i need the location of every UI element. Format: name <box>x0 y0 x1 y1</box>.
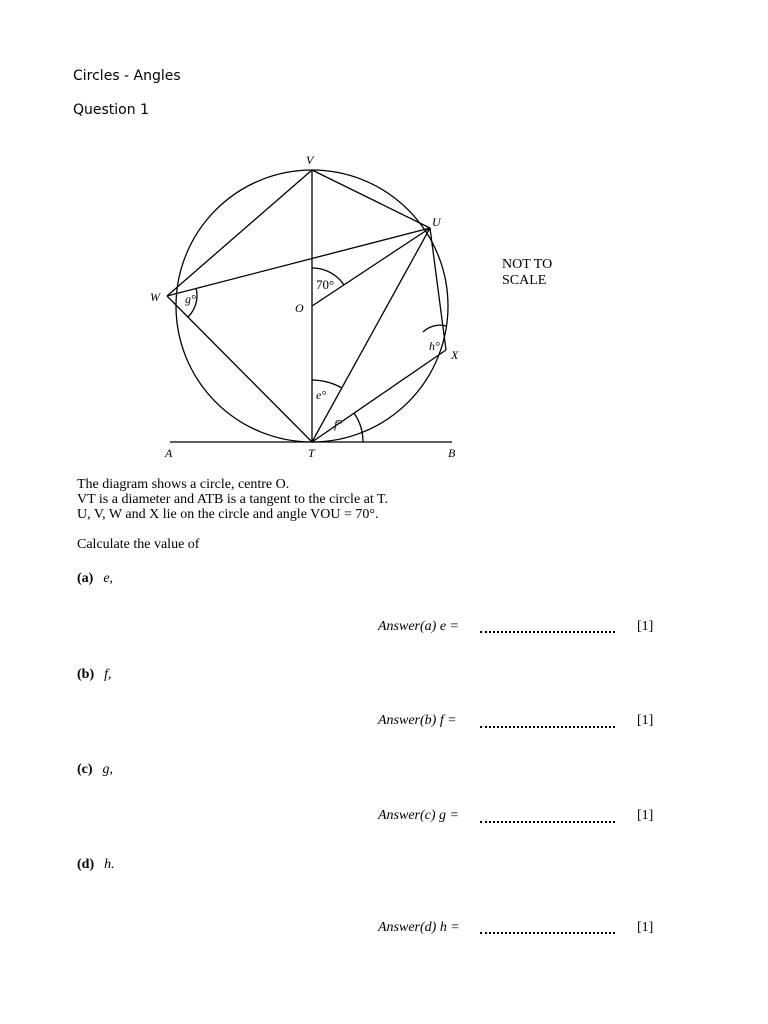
angle-e-label: e° <box>316 388 327 402</box>
chord-vu <box>312 170 430 228</box>
document-title: Circles - Angles <box>73 68 181 84</box>
part-letter: (c) <box>77 762 93 777</box>
not-to-scale-line1: NOT TO <box>502 257 553 272</box>
part-letter: (a) <box>77 571 94 586</box>
not-to-scale-line2: SCALE <box>502 273 547 288</box>
label-o: O <box>295 301 304 315</box>
answer-label-d: Answer(d) h = <box>378 920 460 935</box>
answer-line-d[interactable] <box>480 932 615 934</box>
answer-line-c[interactable] <box>480 821 615 823</box>
mark-c: [1] <box>637 808 654 823</box>
chord-ut <box>312 228 430 442</box>
radius-ou <box>312 228 430 306</box>
mark-b: [1] <box>637 713 654 728</box>
label-w: W <box>150 290 160 304</box>
part-d <box>77 855 115 873</box>
mark-a: [1] <box>637 619 654 634</box>
part-variable: g, <box>102 762 114 777</box>
angle-f-label: f° <box>334 417 343 431</box>
stem-line-2: VT is a diameter and ATB is a tangent to the circle at T. <box>77 492 389 507</box>
not-to-scale-note <box>502 257 582 289</box>
question-label: Question 1 <box>73 102 149 118</box>
mark-d: [1] <box>637 920 654 935</box>
part-c <box>77 760 113 778</box>
label-t: T <box>308 446 315 460</box>
part-variable: e, <box>103 571 114 586</box>
chord-xt <box>312 350 446 442</box>
instruction: Calculate the value of <box>77 537 200 552</box>
chord-wt <box>167 296 312 442</box>
angle-h-label: h° <box>429 339 440 353</box>
part-variable: f, <box>104 667 112 682</box>
label-a: A <box>165 446 173 460</box>
label-x: X <box>451 348 459 362</box>
arc-angle-e <box>312 380 342 388</box>
answer-line-a[interactable] <box>480 631 615 633</box>
stem-line-1: The diagram shows a circle, centre O. <box>77 477 290 492</box>
part-b <box>77 665 112 683</box>
answer-line-b[interactable] <box>480 726 615 728</box>
angle-vou-label: 70° <box>316 277 335 292</box>
circle-diagram <box>0 0 768 470</box>
answer-label-b: Answer(b) f = <box>378 713 457 728</box>
part-letter: (d) <box>77 857 95 872</box>
part-letter: (b) <box>77 667 95 682</box>
part-a <box>77 569 113 587</box>
arc-angle-f <box>354 413 363 442</box>
chord-ux <box>430 228 446 350</box>
part-variable: h. <box>104 857 115 872</box>
label-v: V <box>306 153 314 167</box>
stem-line-3: U, V, W and X lie on the circle and angle VOU = 70°. <box>77 507 379 522</box>
answer-label-a: Answer(a) e = <box>378 619 459 634</box>
answer-label-c: Answer(c) g = <box>378 808 459 823</box>
label-b: B <box>448 446 456 460</box>
label-u: U <box>432 215 441 229</box>
angle-g-label: g° <box>185 292 196 306</box>
